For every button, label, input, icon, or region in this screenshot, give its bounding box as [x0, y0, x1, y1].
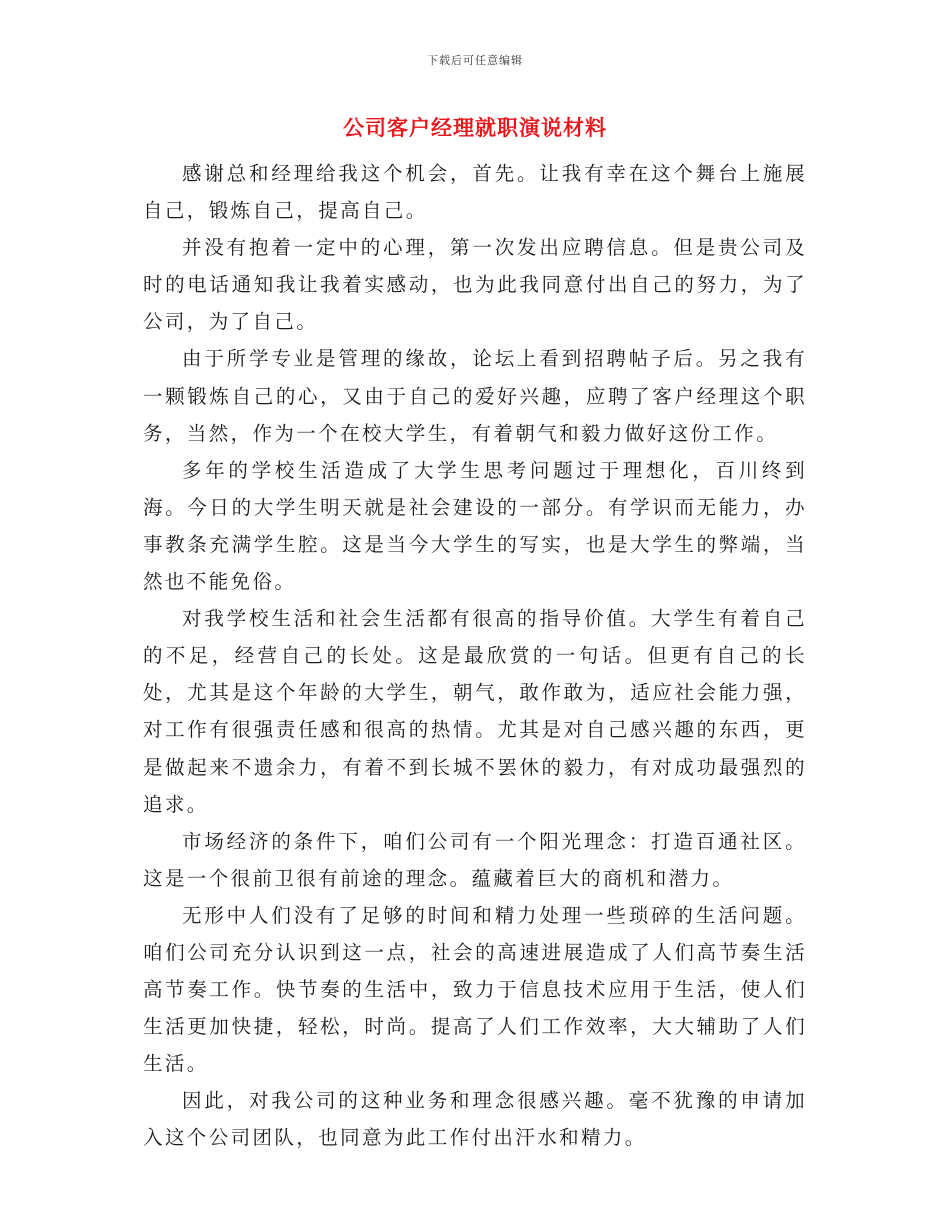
paragraph-3: 由于所学专业是管理的缘故，论坛上看到招聘帖子后。另之我有一颗锻炼自己的心，又由于自己的爱好兴趣，应聘了客户经理这个职务，当然，作为一个在校大学生，有着朝气和毅力做好这份工作。: [143, 347, 807, 445]
paragraph-4: 多年的学校生活造成了大学生思考问题过于理想化，百川终到海。今日的大学生明天就是社会建设的一部分。有学识而无能力，办事教条充满学生腔。这是当今大学生的写实，也是大学生的弊端，当然也不能免俗。: [143, 458, 807, 594]
paragraph-1: 感谢总和经理给我这个机会，首先。让我有幸在这个舞台上施展自己，锻炼自己，提高自己。: [143, 162, 807, 223]
header-note: 下载后可任意编辑: [427, 54, 523, 67]
document-title: 公司客户经理就职演说材料: [343, 115, 607, 140]
paragraph-5: 对我学校生活和社会生活都有很高的指导价值。大学生有着自己的不足，经营自己的长处。这是最欣赏的一句话。但更有自己的长处，尤其是这个年龄的大学生，朝气，敢作敢为，适应社会能力强，对工作有很强责任感和很高的热情。尤其是对自己感兴趣的东西，更是做起来不遗余力，有着不到长城不罢休的毅力，有对成功最强烈的追求。: [143, 607, 807, 816]
document-body: [143, 155, 807, 1157]
paragraph-7: 无形中人们没有了足够的时间和精力处理一些琐碎的生活问题。咱们公司充分认识到这一点，社会的高速进展造成了人们高节奏生活高节奏工作。快节奏的生活中，致力于信息技术应用于生活，使人们生活更加快捷，轻松，时尚。提高了人们工作效率，大大辅助了人们生活。: [143, 903, 807, 1076]
paragraph-6: 市场经济的条件下，咱们公司有一个阳光理念：打造百通社区。这是一个很前卫很有前途的理念。蕴藏着巨大的商机和潜力。: [143, 829, 807, 890]
paragraph-2: 并没有抱着一定中的心理，第一次发出应聘信息。但是贵公司及时的电话通知我让我着实感动，也为此我同意付出自己的努力，为了公司，为了自己。: [143, 236, 807, 334]
paragraph-8: 因此，对我公司的这种业务和理念很感兴趣。毫不犹豫的申请加入这个公司团队，也同意为此工作付出汗水和精力。: [143, 1089, 807, 1150]
